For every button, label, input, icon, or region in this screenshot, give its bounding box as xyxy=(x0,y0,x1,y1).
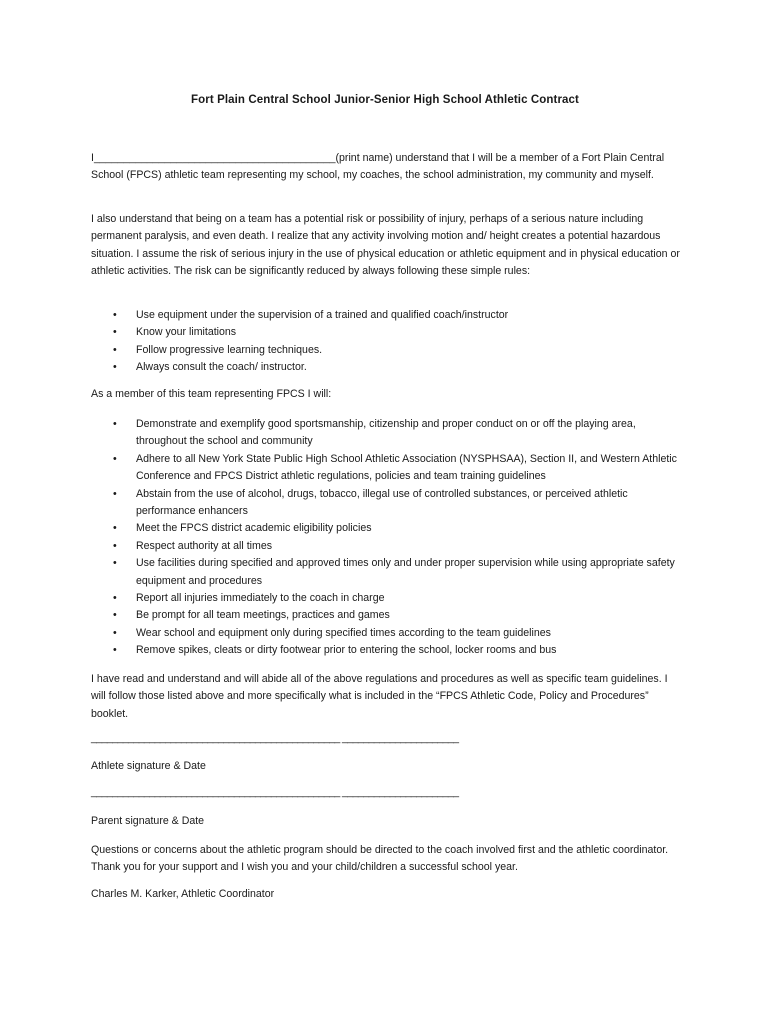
list-item-text: Respect authority at all times xyxy=(136,539,273,552)
list-item xyxy=(91,555,681,590)
risk-paragraph: I also understand that being on a team has a potential risk or possibility of injury, perhaps of a serious nature including permanent paralysis, and even death. I realize that any activity involving motion and/ height creates a potential hazardous situation. I assume the risk of serious injury in the use of physical education or athletic equipment and in physical education or athletic activities. The risk can be significantly reduced by always following these simple rules: xyxy=(91,213,680,278)
list-item xyxy=(91,342,681,359)
bullet-icon: • xyxy=(113,309,117,321)
athlete-signature-line[interactable]: _______________________________________________ ______________________ xyxy=(91,732,459,744)
list-item-text: Follow progressive learning techniques. xyxy=(136,343,323,356)
list-item xyxy=(91,642,681,659)
document-title: Fort Plain Central School Junior-Senior High School Athletic Contract xyxy=(191,94,579,106)
bullet-icon: • xyxy=(113,539,117,552)
list-item xyxy=(91,607,681,624)
list-item xyxy=(91,324,681,341)
bullet-icon: • xyxy=(113,452,117,465)
member-intro: As a member of this team representing FPCS I will: xyxy=(91,388,332,400)
bullet-icon: • xyxy=(113,361,117,374)
list-item-text: Be prompt for all team meetings, practices and games xyxy=(136,609,390,622)
list-item xyxy=(91,538,681,555)
list-item xyxy=(91,590,681,607)
list-item-text: Use equipment under the supervision of a trained and qualified coach/instructor xyxy=(136,309,509,321)
bullet-icon: • xyxy=(113,522,117,535)
bullet-icon: • xyxy=(113,418,117,430)
commitments-list xyxy=(91,416,681,660)
list-item-text: Adhere to all New York State Public High School Athletic Association (NYSPHSAA), Section II, and Western Athletic Conference and FPCS District athletic regulations, policies and team training guidelines xyxy=(136,452,677,483)
parent-signature-line[interactable]: _______________________________________________ ______________________ xyxy=(91,786,459,798)
parent-signature-label: Parent signature & Date xyxy=(91,815,205,827)
list-item xyxy=(91,307,681,324)
list-item xyxy=(91,486,681,521)
athlete-signature-label: Athlete signature & Date xyxy=(91,760,206,772)
list-item-text: Know your limitations xyxy=(136,326,237,339)
list-item-text: Remove spikes, cleats or dirty footwear prior to entering the school, locker rooms and bus xyxy=(136,644,557,657)
bullet-icon: • xyxy=(113,326,117,339)
list-item-text: Report all injuries immediately to the coach in charge xyxy=(136,592,385,605)
bullet-icon: • xyxy=(113,557,117,570)
list-item xyxy=(91,625,681,642)
intro-paragraph: I_________________________________________(print name) understand that I will be a member of a Fort Plain Central School (FPCS) athletic team representing my school, my coaches, the school administration, my community and myself. xyxy=(91,152,665,182)
list-item xyxy=(91,520,681,537)
closing-signature: Charles M. Karker, Athletic Coordinator xyxy=(91,888,275,900)
list-item-text: Always consult the coach/ instructor. xyxy=(136,361,307,374)
list-item xyxy=(91,359,681,376)
safety-rules-list xyxy=(91,307,681,377)
list-item-text: Demonstrate and exemplify good sportsmanship, citizenship and proper conduct on or off the playing area, throughout the school and community xyxy=(136,418,636,448)
list-item-text: Use facilities during specified and approved times only and under proper supervision while using appropriate safety equipment and procedures xyxy=(136,557,675,587)
list-item-text: Meet the FPCS district academic eligibility policies xyxy=(136,522,372,535)
bullet-icon: • xyxy=(113,592,117,605)
list-item xyxy=(91,416,681,451)
list-item xyxy=(91,451,681,486)
bullet-icon: • xyxy=(113,609,117,622)
list-item-text: Wear school and equipment only during specified times according to the team guidelines xyxy=(136,626,551,639)
bullet-icon: • xyxy=(113,343,117,356)
bullet-icon: • xyxy=(113,626,117,639)
list-item-text: Abstain from the use of alcohol, drugs, tobacco, illegal use of controlled substances, or perceived athletic performance enhancers xyxy=(136,487,628,518)
bullet-icon: • xyxy=(113,487,117,500)
acknowledgement-paragraph: I have read and understand and will abide all of the above regulations and procedures as well as specific team guidelines. I will follow those listed above and more specifically what is included in the “FPCS Athletic Code, Policy and Procedures” booklet. xyxy=(91,673,668,720)
questions-paragraph: Questions or concerns about the athletic program should be directed to the coach involved first and the athletic coordinator. Thank you for your support and I wish you and your child/children a successful school year. xyxy=(91,844,669,874)
bullet-icon: • xyxy=(113,644,117,657)
